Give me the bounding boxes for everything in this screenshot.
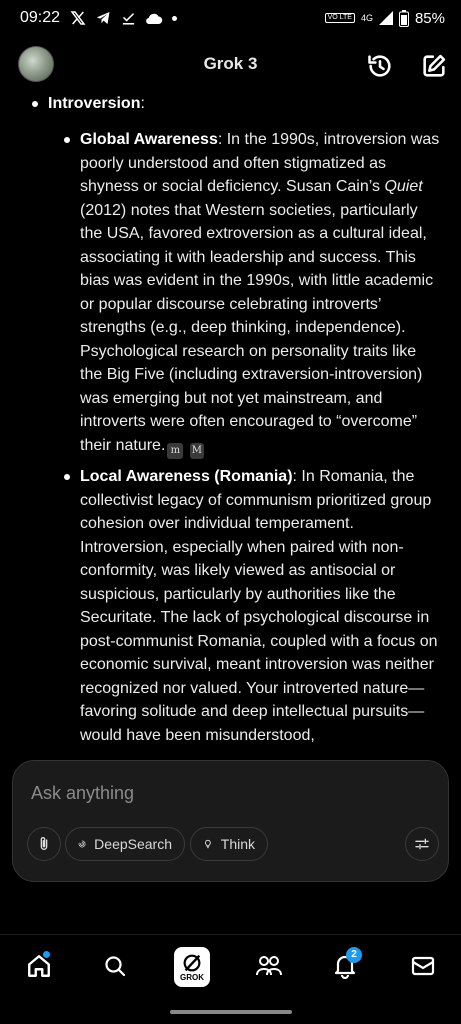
list-bullet: [32, 101, 38, 107]
settings-button[interactable]: [405, 827, 439, 861]
page-title: Grok 3: [203, 54, 258, 73]
composer: [12, 760, 449, 882]
people-icon: [255, 954, 283, 978]
bottom-nav: [0, 934, 461, 1004]
app-header: [0, 44, 461, 88]
search-icon: [103, 954, 127, 978]
deepsearch-icon: [78, 836, 86, 852]
list-bullet: [64, 137, 70, 143]
more-dot-icon: [172, 16, 177, 21]
nav-notifications[interactable]: [330, 951, 360, 981]
chat-response: [0, 92, 461, 760]
mail-icon: [411, 955, 435, 977]
global-awareness-paragraph: Global Awareness: In the 1990s, introversion was poorly understood and often stigmatized as shyness or social deficiency. Susan Cain’s Quiet (2012) notes that Western societies, particularly the USA, favored extroversion as a cultural ideal, associating it with leadership and success. This bias was evident in the 1990s, with little academic or popular discourse celebrating introverts’ strengths (e.g., deep thinking, independence). Psychological research on personality traits like the Big Five (including extraversion-introversion) was emerging but not yet mainstream, and introverts were often encouraged to “overcome” their nature. m M: [80, 128, 442, 459]
download-check-icon: [121, 10, 136, 26]
global-awareness-label: Global Awareness: [80, 131, 218, 148]
network-type: 4G: [360, 12, 373, 23]
nav-communities[interactable]: [254, 951, 284, 981]
deepsearch-button[interactable]: DeepSearch: [65, 827, 185, 861]
local-awareness-paragraph: Local Awareness (Romania): In Romania, the collectivist legacy of communism prioritized group cohesion over individual temperament. Introversion, especially when paired with non-conformity, was likely viewed as antisocial or suspicious, particularly by authorities like the Securitate. The lack of psychological discourse in post-communist Romania, coupled with a focus on economic survival, meant introversion was neither recognized nor valued. Your introverted nature—favoring solitude and deep intellectual pursuits—would have been misunderstood,: [80, 468, 438, 744]
status-time: 09:22: [20, 9, 61, 26]
notification-badge: 2: [346, 947, 362, 963]
grok-label: GROK: [180, 973, 204, 982]
source-citation-icon[interactable]: M: [190, 443, 204, 459]
home-unread-dot: [43, 951, 50, 958]
battery-percent: 85%: [414, 9, 445, 27]
status-bar: [0, 0, 461, 36]
nav-grok[interactable]: [174, 947, 210, 987]
gesture-bar: [170, 1010, 292, 1014]
history-icon[interactable]: [366, 52, 394, 80]
x-logo-icon: [70, 10, 86, 26]
list-bullet: [64, 474, 70, 480]
local-awareness-label: Local Awareness (Romania): [80, 468, 293, 485]
paperclip-icon: [36, 835, 52, 853]
grok-logo-icon: [181, 952, 203, 974]
system-icons: [325, 10, 445, 27]
nav-home[interactable]: [24, 951, 54, 981]
think-button[interactable]: Think: [190, 827, 268, 861]
nav-search[interactable]: [100, 951, 130, 981]
telegram-icon: [95, 10, 112, 26]
signal-icon: [379, 11, 393, 25]
battery-icon: [399, 10, 409, 27]
source-medium-icon[interactable]: m: [167, 443, 183, 459]
new-chat-icon[interactable]: [420, 52, 448, 80]
section-heading: Introversion:: [48, 95, 145, 112]
notification-icons: [70, 10, 177, 26]
nav-messages[interactable]: [408, 951, 438, 981]
cloud-icon: [145, 11, 163, 25]
ask-input[interactable]: Ask anything: [31, 783, 135, 803]
sliders-icon: [414, 836, 430, 852]
lightbulb-icon: [203, 836, 213, 852]
volte-badge: VO LTE: [325, 13, 355, 23]
attach-button[interactable]: [27, 827, 61, 861]
